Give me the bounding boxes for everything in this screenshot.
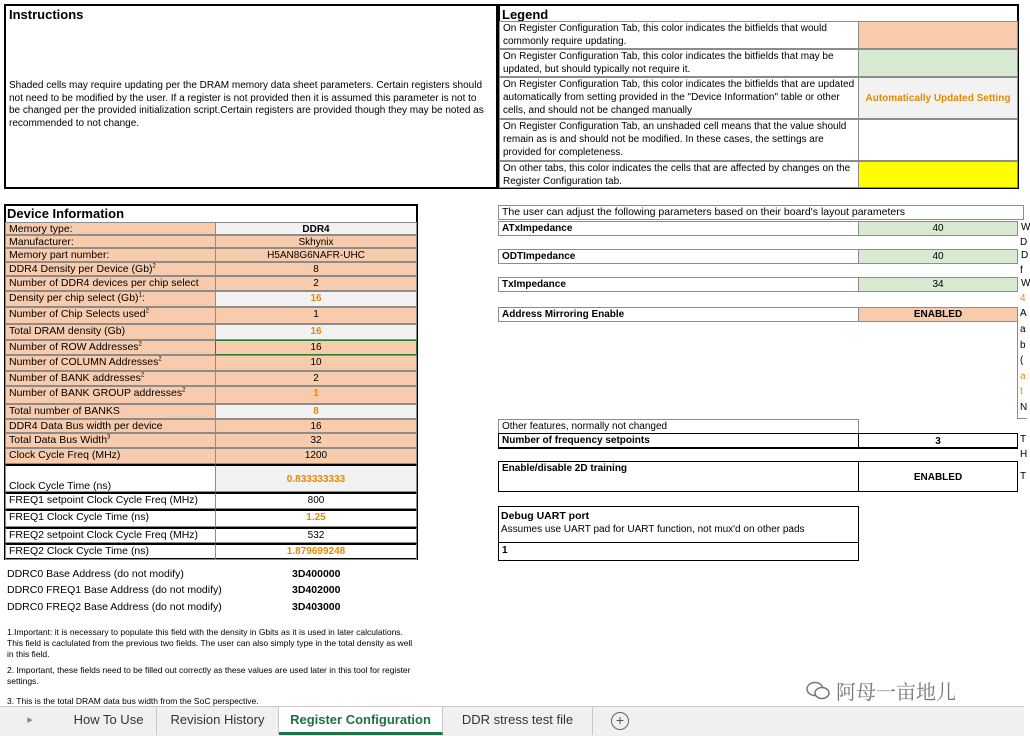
- device-info-label: [5, 543, 216, 560]
- tx-impedance-note: W: [1017, 277, 1027, 292]
- address-mirroring-note-line: t: [1020, 386, 1023, 397]
- footnote-ref: 2: [145, 308, 149, 315]
- base-address-value-0[interactable]: 3D400000: [292, 568, 341, 580]
- legend-swatch-auto: Automatically Updated Setting: [858, 77, 1018, 119]
- device-info-value[interactable]: Skhynix: [215, 235, 417, 248]
- legend-row-3-text: On Register Configuration Tab, this color indicates the bitfields that are updated automatically from setting provided in the "Device Information" table or other cells, and should not be changed manually: [499, 77, 859, 119]
- device-info-label-text: Number of COLUMN Addresses: [9, 356, 159, 368]
- base-address-label-2: DDRC0 FREQ2 Base Address (do not modify): [7, 601, 222, 613]
- device-info-label: [5, 355, 216, 371]
- tab-how-to-use[interactable]: How To Use: [61, 707, 157, 735]
- tx-impedance-label: TxImpedance: [498, 277, 859, 292]
- label-suffix: :: [141, 292, 145, 304]
- horizontal-scrollbar[interactable]: [640, 707, 1024, 735]
- footnote-ref: 2: [152, 263, 156, 270]
- footnote-3: 3. This is the total DRAM data bus width from the SoC perspective.: [7, 696, 259, 706]
- device-info-label-text: FREQ1 Clock Cycle Time (ns): [9, 511, 150, 523]
- address-mirroring-note: A: [1020, 308, 1027, 319]
- device-info-value[interactable]: 1.879699248: [215, 543, 417, 560]
- device-info-title: Device Information: [7, 206, 125, 221]
- tab-scroll-left-icon[interactable]: ▸: [27, 714, 33, 726]
- instructions-panel: [4, 4, 498, 189]
- legend-swatch-affected: [858, 161, 1018, 188]
- device-info-label-text: Memory part number:: [9, 249, 110, 261]
- device-info-label-text: Number of DDR4 devices per chip select: [9, 277, 199, 289]
- device-info-value[interactable]: 1.25: [215, 509, 417, 527]
- training-value[interactable]: ENABLED: [858, 461, 1018, 492]
- sheet-tab-bar: [0, 706, 1024, 736]
- base-address-value-1[interactable]: 3D402000: [292, 584, 341, 596]
- freq-setpoints-note: T: [1020, 434, 1027, 445]
- device-info-label: [5, 492, 216, 509]
- device-info-label-text: Clock Cycle Time (ns): [9, 480, 112, 492]
- device-info-label: [5, 248, 216, 262]
- tab-ddr-stress-test-file[interactable]: DDR stress test file: [443, 707, 593, 735]
- device-info-value[interactable]: 0.833333333: [215, 464, 417, 492]
- address-mirroring-note-line: a: [1020, 371, 1026, 382]
- device-info-label: [5, 276, 216, 291]
- odt-impedance-label: ODTImpedance: [498, 249, 859, 264]
- atx-impedance-note-2: D: [1020, 237, 1028, 248]
- footnote-1: 1.Important: it is necessary to populate this field with the density in Gbits as it is used in later calculations. This field is caclulated from the previous two fields. The user can also simply type in the total density as well in this field.: [7, 627, 413, 659]
- device-info-label: [5, 509, 216, 527]
- device-info-label: [5, 386, 216, 404]
- device-info-value[interactable]: DDR4: [215, 222, 417, 235]
- tx-impedance-note-2: 4: [1020, 293, 1026, 304]
- device-info-label: [5, 262, 216, 276]
- device-info-value[interactable]: H5AN8G6NAFR-UHC: [215, 248, 417, 262]
- freq-setpoints-label: Number of frequency setpoints: [498, 433, 859, 449]
- legend-row-4-text: On Register Configuration Tab, an unshaded cell means that the value should remain as is and should not be modified. In these cases, the settings are provided for completeness.: [499, 119, 859, 161]
- device-info-label-text: Number of BANK addresses: [9, 372, 141, 384]
- device-info-value[interactable]: 8: [215, 404, 417, 419]
- footnote-2: 2. Important, these fields need to be filled out correctly as these values are used later in this tool for register settings.: [7, 665, 411, 686]
- freq-setpoints-note-2: H: [1020, 449, 1028, 460]
- device-info-value[interactable]: 16: [215, 291, 417, 307]
- uart-divider: [498, 542, 859, 543]
- watermark-text: 阿母一亩地儿: [836, 682, 956, 704]
- instructions-title: Instructions: [9, 7, 84, 22]
- address-mirroring-note-line: a: [1020, 324, 1026, 335]
- training-label: Enable/disable 2D training: [498, 461, 859, 492]
- device-info-label-text: Total DRAM density (Gb): [9, 325, 126, 337]
- legend-row-5-text: On other tabs, this color indicates the cells that are affected by changes on the Register Configuration tab.: [499, 161, 859, 188]
- device-info-label: [5, 235, 216, 248]
- device-info-label: [5, 419, 216, 433]
- tab-revision-history[interactable]: Revision History: [157, 707, 279, 735]
- footnote-ref: 1: [138, 292, 142, 299]
- instructions-body: Shaded cells may require updating per the DRAM memory data sheet parameters. Certain registers should not need to be modified by the user. If a register is not provided then it is assumed this parameter is not to be changed per the provided initialization script.Certain registers are provided though they may be noted as recommended to not change.: [9, 80, 484, 129]
- other-features-label: Other features, normally not changed: [498, 419, 859, 434]
- address-mirroring-label: Address Mirroring Enable: [498, 307, 859, 322]
- uart-desc: Assumes use UART pad for UART function, not mux'd on other pads: [501, 524, 805, 535]
- training-note: T: [1020, 471, 1027, 482]
- watermark: [806, 676, 956, 705]
- address-mirroring-note-line: (: [1020, 355, 1024, 366]
- tx-impedance-value[interactable]: 34: [858, 277, 1018, 292]
- device-info-value[interactable]: 800: [215, 492, 417, 509]
- base-address-label-1: DDRC0 FREQ1 Base Address (do not modify): [7, 584, 222, 596]
- legend-row-1-text: On Register Configuration Tab, this color indicates the bitfields that would commonly require updating.: [499, 21, 859, 49]
- odt-impedance-value[interactable]: 40: [858, 249, 1018, 264]
- device-info-label: [5, 340, 216, 355]
- device-info-label-text: Clock Cycle Freq (MHz): [9, 449, 121, 461]
- device-info-value[interactable]: 1: [215, 307, 417, 324]
- device-info-label-text: Total Data Bus Width: [9, 434, 108, 446]
- legend-swatch-optional: [858, 49, 1018, 77]
- device-info-label: [5, 324, 216, 340]
- odt-impedance-note: D: [1017, 249, 1027, 264]
- device-info-label-text: Number of ROW Addresses: [9, 341, 139, 353]
- device-info-label-text: Number of BANK GROUP addresses: [9, 387, 183, 399]
- legend-row-2-text: On Register Configuration Tab, this color indicates the bitfields that may be updated, but should typically not require it.: [499, 49, 859, 77]
- device-info-label-text: DDR4 Density per Device (Gb): [9, 263, 153, 275]
- footnote-ref: 2: [158, 356, 162, 363]
- device-info-label: [5, 448, 216, 464]
- tab-register-configuration[interactable]: Register Configuration: [279, 707, 443, 735]
- address-mirroring-note-line: b: [1020, 340, 1026, 351]
- wechat-icon: [806, 681, 830, 701]
- device-info-label: [5, 291, 216, 307]
- device-info-label-text: Density per chip select (Gb): [9, 292, 139, 304]
- legend-title: Legend: [502, 7, 549, 22]
- device-info-label-text: DDR4 Data Bus width per device: [9, 420, 163, 432]
- address-mirroring-note-line: N: [1020, 402, 1028, 413]
- device-info-label: [5, 222, 216, 235]
- device-info-value[interactable]: 532: [215, 527, 417, 543]
- device-info-label: [5, 433, 216, 448]
- add-sheet-button[interactable]: [611, 712, 629, 730]
- device-info-label-text: FREQ1 setpoint Clock Cycle Freq (MHz): [9, 494, 199, 506]
- device-info-label: [5, 307, 216, 324]
- device-info-value[interactable]: 1200: [215, 448, 417, 464]
- plus-icon: +: [615, 712, 625, 728]
- device-info-value[interactable]: 16: [215, 324, 417, 340]
- base-address-label-0: DDRC0 Base Address (do not modify): [7, 568, 184, 580]
- atx-impedance-value[interactable]: 40: [858, 221, 1018, 236]
- device-info-label: [5, 464, 216, 492]
- base-address-value-2[interactable]: 3D403000: [292, 601, 341, 613]
- device-info-value[interactable]: 16: [215, 419, 417, 433]
- legend-swatch-common: [858, 21, 1018, 49]
- footnote-ref: 2: [182, 387, 186, 394]
- device-info-label: [5, 371, 216, 386]
- legend-swatch-unshaded: [858, 119, 1018, 161]
- device-info-value[interactable]: 16: [215, 340, 417, 355]
- address-mirroring-value[interactable]: ENABLED: [858, 307, 1018, 322]
- device-info-value[interactable]: 32: [215, 433, 417, 448]
- device-info-label-text: Number of Chip Selects used: [9, 308, 146, 320]
- device-info-value[interactable]: 8: [215, 262, 417, 276]
- footnote-ref: 3: [107, 434, 111, 441]
- device-info-label-text: Manufacturer:: [9, 236, 74, 248]
- device-info-value[interactable]: 10: [215, 355, 417, 371]
- device-info-label-text: Memory type:: [9, 223, 73, 235]
- device-info-value[interactable]: 2: [215, 276, 417, 291]
- device-info-label-text: FREQ2 Clock Cycle Time (ns): [9, 545, 150, 557]
- device-info-value[interactable]: 2: [215, 371, 417, 386]
- device-info-label-text: FREQ2 setpoint Clock Cycle Freq (MHz): [9, 529, 199, 541]
- device-info-value[interactable]: 1: [215, 386, 417, 404]
- device-info-label: [5, 404, 216, 419]
- atx-impedance-note: W: [1017, 221, 1027, 236]
- footnote-ref: 2: [140, 372, 145, 379]
- atx-impedance-label: ATxImpedance: [498, 221, 859, 236]
- footnote-ref: 2: [138, 341, 142, 348]
- device-info-label-text: Total number of BANKS: [9, 405, 120, 417]
- device-info-label: [5, 527, 216, 543]
- board-params-header: The user can adjust the following parameters based on their board's layout parameters: [498, 205, 1024, 220]
- freq-setpoints-value[interactable]: 3: [858, 433, 1018, 449]
- odt-impedance-note-2: f: [1020, 265, 1023, 276]
- uart-value[interactable]: 1: [502, 545, 508, 556]
- uart-title: Debug UART port: [501, 510, 590, 522]
